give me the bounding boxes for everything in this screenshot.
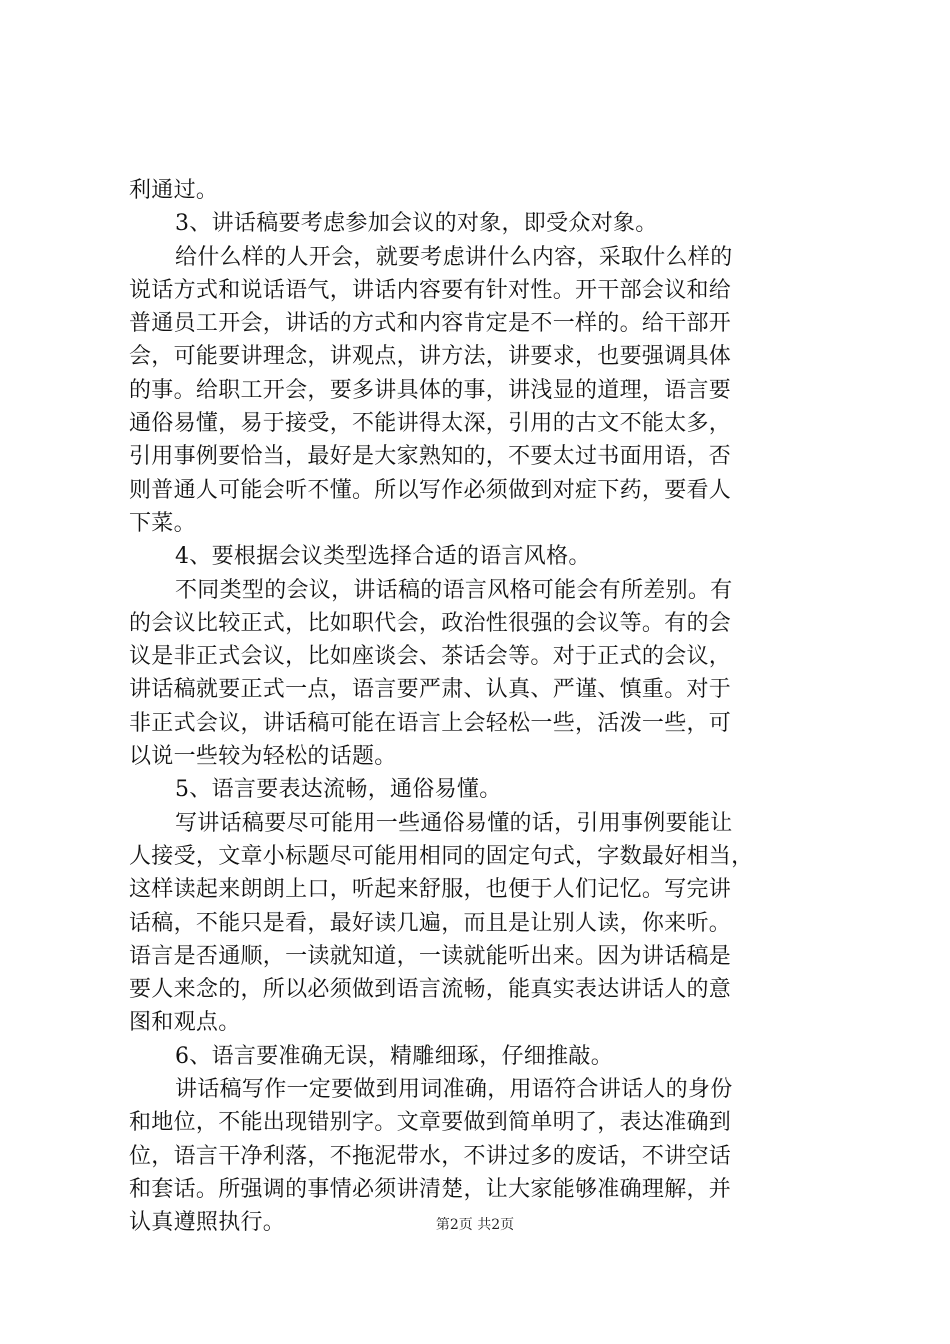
text-line: 6、语言要准确无误，精雕细琢，仔细推敲。 [175,1043,613,1069]
text-line: 讲话稿就要正式一点，语言要严肃、认真、严谨、慎重。对于 [129,677,732,703]
text-line: 写讲话稿要尽可能用一些通俗易懂的话，引用事例要能让 [175,810,733,836]
text-line: 引用事例要恰当，最好是大家熟知的，不要太过书面用语，否 [129,444,732,470]
text-line: 认真遵照执行。 [129,1210,286,1236]
text-line: 的会议比较正式，比如职代会，政治性很强的会议等。有的会 [129,610,732,636]
text-line: 的事。给职工开会，要多讲具体的事，讲浅显的道理，语言要 [129,377,732,403]
text-line: 和套话。所强调的事情必须讲清楚，让大家能够准确理解，并 [129,1176,732,1202]
text-line: 则普通人可能会听不懂。所以写作必须做到对症下药，要看人 [129,477,732,503]
document-body [129,174,831,1240]
text-line: 利通过。 [129,178,219,203]
text-line: 要人来念的，所以必须做到语言流畅，能真实表达讲话人的意 [129,977,732,1003]
text-line: 非正式会议，讲话稿可能在语言上会轻松一些，活泼一些，可 [129,710,732,736]
text-line: 和地位，不能出现错别字。文章要做到简单明了，表达准确到 [129,1110,732,1136]
text-line: 以说一些较为轻松的话题。 [129,744,397,770]
text-line: 下菜。 [129,510,196,536]
text-line: 议是非正式会议，比如座谈会、茶话会等。对于正式的会议， [129,644,732,670]
text-line: 话稿，不能只是看，最好读几遍，而且是让别人读，你来听。 [129,910,732,936]
text-line: 说话方式和说话语气，讲话内容要有针对性。开干部会议和给 [129,277,732,303]
text-line: 人接受，文章小标题尽可能用相同的固定句式，字数最好相当， [129,843,754,869]
page-footer: 第2页 共2页 [435,1217,515,1233]
text-line: 图和观点。 [129,1010,241,1036]
text-line: 不同类型的会议，讲话稿的语言风格可能会有所差别。有 [175,577,733,603]
text-line: 3、讲话稿要考虑参加会议的对象，即受众对象。 [175,211,658,237]
text-line: 位，语言干净利落，不拖泥带水，不讲过多的废话，不讲空话 [129,1143,732,1169]
text-line: 会，可能要讲理念，讲观点，讲方法，讲要求，也要强调具体 [129,344,732,370]
text-line: 这样读起来朗朗上口，听起来舒服，也便于人们记忆。写完讲 [129,877,732,903]
text-line: 给什么样的人开会，就要考虑讲什么内容，采取什么样的 [175,244,733,270]
text-line: 普通员工开会，讲话的方式和内容肯定是不一样的。给干部开 [129,311,732,337]
text-line: 5、语言要表达流畅，通俗易懂。 [175,777,502,803]
text-line: 通俗易懂，易于接受，不能讲得太深，引用的古文不能太多， [129,411,732,437]
text-line: 语言是否通顺，一读就知道，一读就能听出来。因为讲话稿是 [129,943,732,969]
text-line: 讲话稿写作一定要做到用词准确，用语符合讲话人的身份 [175,1077,733,1103]
text-line: 4、要根据会议类型选择合适的语言风格。 [175,544,591,570]
